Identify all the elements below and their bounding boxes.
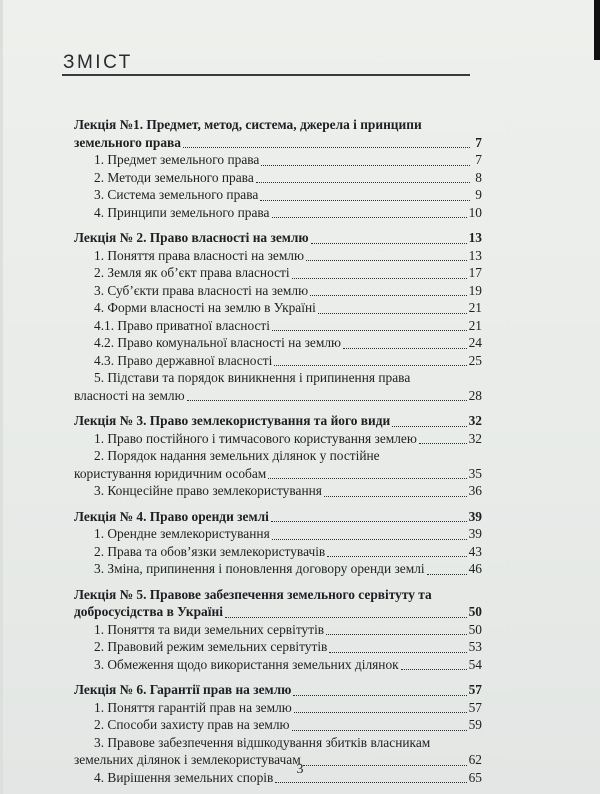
- toc-item-page: 17: [468, 265, 482, 280]
- lecture-heading-page: 7: [475, 134, 482, 150]
- toc-item-text: 1. Предмет земельного права: [94, 152, 260, 167]
- lecture-heading-text: Лекція № 6. Гарантії прав на землю: [74, 682, 292, 697]
- lecture-section: [74, 116, 482, 221]
- toc-item-text: 4.1. Право приватної власності: [94, 317, 270, 333]
- toc-item-page: 8: [475, 169, 482, 185]
- toc-item-page: 13: [468, 247, 482, 263]
- toc-item-page: 39: [468, 526, 482, 541]
- toc-item[interactable]: [74, 299, 482, 317]
- toc-item[interactable]: [74, 465, 482, 483]
- toc-item-page: 57: [468, 699, 482, 715]
- toc-item-page: 62: [468, 752, 482, 767]
- lecture-heading[interactable]: [74, 508, 482, 526]
- dot-leader: [256, 182, 470, 183]
- dot-leader: [271, 521, 467, 522]
- page-title: ЗМІСТ: [63, 52, 133, 73]
- toc-item[interactable]: [74, 186, 482, 204]
- toc-item-text: 1. Поняття та види земельних сервітутів: [94, 621, 325, 637]
- toc-item-text: 1. Орендне землекористування: [94, 526, 270, 541]
- toc-item-text: 1. Поняття гарантій прав на землю: [94, 699, 292, 715]
- toc-item[interactable]: [74, 247, 482, 265]
- scan-border: [594, 0, 600, 60]
- toc-item-page: 53: [468, 639, 482, 654]
- dot-leader: [292, 730, 467, 731]
- dot-leader: [343, 348, 467, 349]
- dot-leader: [327, 556, 466, 557]
- toc-item-page: 36: [468, 483, 482, 498]
- dot-leader: [306, 260, 467, 261]
- toc-item-text: 2. Правовий режим земельних сервітутів: [94, 639, 328, 654]
- toc-item[interactable]: [74, 352, 482, 370]
- toc-item-page: 54: [468, 656, 482, 672]
- dot-leader: [310, 295, 467, 296]
- dot-leader: [292, 278, 467, 279]
- lecture-heading-text: Лекція № 3. Право землекористування та його види: [74, 413, 391, 428]
- toc-item-text: користування юридичним особам: [74, 465, 267, 481]
- dot-leader: [272, 330, 467, 331]
- toc-item-text: 3. Обмеження щодо використання земельних ділянок: [94, 656, 399, 672]
- toc-item[interactable]: [74, 560, 482, 578]
- toc-item-text: власності на землю: [74, 387, 185, 403]
- lecture-heading-text: Лекція № 4. Право оренди землі: [74, 508, 269, 524]
- lecture-heading-text: Лекція № 5. Правове забезпечення земельного сервітуту та: [74, 586, 432, 602]
- toc-item-text: 5. Підстави та порядок виникнення і припинення права: [94, 370, 411, 385]
- lecture-heading[interactable]: [74, 229, 482, 247]
- page-number: 3: [296, 762, 304, 777]
- toc-item-page: 9: [475, 187, 482, 202]
- dot-leader: [392, 426, 466, 427]
- toc-item-text: 3. Правове забезпечення відшкодування збитків власникам: [94, 734, 431, 750]
- toc-item-page: 21: [468, 300, 482, 315]
- toc-item-page: 59: [468, 717, 482, 732]
- toc-item[interactable]: [74, 638, 482, 656]
- toc-item-text: 2. Способи захисту прав на землю: [94, 717, 290, 732]
- page-edge: [0, 0, 3, 794]
- dot-leader: [318, 313, 467, 314]
- toc-item-text: 2. Методи земельного права: [94, 169, 254, 185]
- dot-leader: [401, 669, 467, 670]
- toc-item[interactable]: [74, 282, 482, 300]
- toc-item-text: земельних ділянок і землекористувачам: [74, 752, 301, 767]
- dot-leader: [324, 496, 467, 497]
- dot-leader: [311, 243, 467, 244]
- lecture-heading-page: 32: [468, 413, 482, 428]
- toc-item[interactable]: [74, 621, 482, 639]
- toc-item[interactable]: [74, 656, 482, 674]
- toc-item-text: 3. Концесійне право землекористування: [94, 483, 322, 498]
- toc-item-page: 21: [468, 317, 482, 333]
- toc-item-page: 25: [468, 352, 482, 368]
- dot-leader: [261, 165, 470, 166]
- toc-item[interactable]: [74, 525, 482, 543]
- toc-item-text: 4. Вирішення земельних спорів: [94, 769, 274, 785]
- toc-item-text: 1. Поняття права власності на землю: [94, 247, 304, 263]
- toc-item-page: 50: [468, 621, 482, 637]
- toc-item-text: 4.3. Право державної власності: [94, 352, 273, 368]
- toc-item-text: 3. Зміна, припинення і поновлення договору оренди землі: [94, 561, 425, 576]
- toc-item-page: 10: [468, 204, 482, 220]
- lecture-heading-page: 50: [468, 604, 482, 619]
- dot-leader: [274, 365, 466, 366]
- table-of-contents: [74, 116, 482, 794]
- lecture-heading-page: 13: [468, 230, 482, 245]
- toc-item[interactable]: [74, 264, 482, 282]
- dot-leader: [272, 217, 467, 218]
- dot-leader: [326, 634, 467, 635]
- toc-item-text: 3. Система земельного права: [94, 187, 259, 202]
- toc-item-page: 35: [468, 465, 482, 481]
- toc-item[interactable]: [74, 151, 482, 169]
- lecture-heading[interactable]: [74, 134, 482, 152]
- lecture-heading-text: добросусідства в Україні: [74, 604, 223, 619]
- toc-item-page: 7: [475, 152, 482, 167]
- dot-leader: [275, 782, 466, 783]
- toc-item-page: 43: [468, 543, 482, 559]
- toc-item-text: 4.2. Право комунальної власності на землю: [94, 335, 342, 350]
- dot-leader: [260, 200, 470, 201]
- toc-item-text: 2. Порядок надання земельних ділянок у постійне: [94, 448, 380, 463]
- toc-item[interactable]: [74, 317, 482, 335]
- toc-item[interactable]: [74, 699, 482, 717]
- toc-item-page: 32: [468, 430, 482, 446]
- toc-item[interactable]: [74, 387, 482, 405]
- toc-item[interactable]: [74, 716, 482, 734]
- toc-item[interactable]: [74, 169, 482, 187]
- toc-item[interactable]: [74, 204, 482, 222]
- lecture-heading[interactable]: [74, 412, 482, 430]
- lecture-section: [74, 586, 482, 674]
- lecture-section: [74, 412, 482, 500]
- toc-item-text: 2. Земля як об’єкт права власності: [94, 265, 290, 280]
- lecture-heading-text: Лекція №1. Предмет, метод, система, джерела і принципи: [74, 117, 422, 132]
- toc-item-text: 4. Форми власності на землю в Україні: [94, 300, 316, 315]
- dot-leader: [294, 712, 467, 713]
- dot-leader: [187, 400, 467, 401]
- lecture-heading-page: 39: [468, 508, 482, 524]
- toc-item-text: 3. Суб’єкти права власності на землю: [94, 282, 309, 298]
- toc-item-page: 28: [468, 387, 482, 403]
- toc-item[interactable]: [74, 430, 482, 448]
- toc-item[interactable]: [74, 543, 482, 561]
- toc-item[interactable]: [74, 482, 482, 500]
- lecture-heading[interactable]: [74, 603, 482, 621]
- dot-leader: [272, 539, 467, 540]
- toc-item-page: 46: [468, 561, 482, 576]
- dot-leader: [329, 652, 466, 653]
- lecture-heading-page: 57: [468, 682, 482, 697]
- lecture-section: [74, 508, 482, 578]
- lecture-heading[interactable]: [74, 681, 482, 699]
- dot-leader: [419, 443, 467, 444]
- toc-item-page: 65: [468, 769, 482, 785]
- dot-leader: [225, 617, 467, 618]
- lecture-heading-text: Лекція № 2. Право власності на землю: [74, 230, 309, 245]
- toc-item[interactable]: [74, 334, 482, 352]
- toc-item-text: 2. Права та обов’язки землекористувачів: [94, 543, 326, 559]
- toc-item-page: 24: [468, 335, 482, 350]
- dot-leader: [427, 574, 467, 575]
- lecture-section: [74, 229, 482, 404]
- toc-item-text: 4. Принципи земельного права: [94, 204, 270, 220]
- toc-item-page: 19: [468, 282, 482, 298]
- title-divider: [62, 74, 470, 76]
- lecture-heading-text: земельного права: [74, 134, 181, 150]
- dot-leader: [183, 147, 470, 148]
- dot-leader: [293, 695, 466, 696]
- dot-leader: [268, 478, 466, 479]
- toc-item-text: 1. Право постійного і тимчасового користування землею: [94, 430, 417, 446]
